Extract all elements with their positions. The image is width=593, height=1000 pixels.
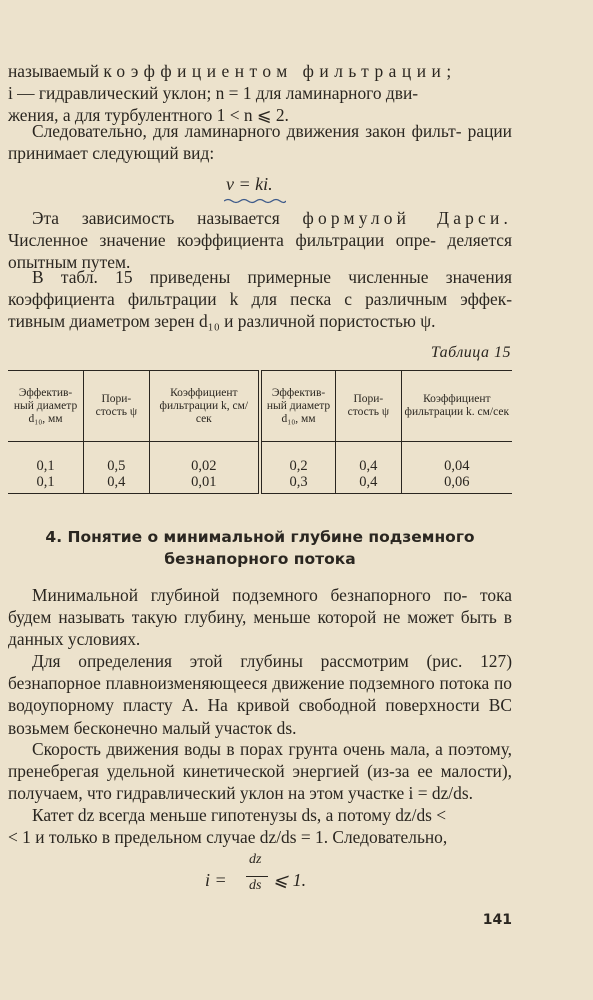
paragraph-4: В табл. 15 приведены примерные численные значения коэффициента фильтрации k для песка с различным эффек- тивным диаметром зерен d₁₀ и различной пористостью ψ. [8,267,512,332]
fraction-denominator: ds [249,878,262,893]
header-porosity-2: Пори- стость ψ [336,371,402,442]
header-diameter-2: Эффектив- ный диаметр d₁₀, мм [260,371,336,442]
paragraph-2: Следовательно, для ламинарного движения закон фильт- рации принимает следующий вид: [8,121,512,164]
header-diameter-1: Эффектив- ный диаметр d₁₀, мм [8,371,84,442]
heading-line: безнапорного потока [164,550,356,568]
table-row [8,474,512,494]
header-coefficient-1: Коэффициент фильтрации k, см/сек [149,371,260,442]
page-number: 141 [482,912,512,928]
fraction-numerator: dz [249,852,262,867]
header-coefficient-2: Коэффициент фильтрации k. см/сек [401,371,512,442]
table-cell: 0,5 [84,442,150,475]
paragraph-7: Скорость движения воды в порах грунта очень мала, а поэтому, пренебрегая удельной кинетической энергией (из-за ее малости), получаем, что гидравлический уклон на этом участке i = dz/ds. [8,739,512,804]
paragraph-3 [8,207,512,274]
text-line: Численное значение коэффициента фильтрации опре- деляется опытным путем. [8,230,512,273]
text-line: < 1 и только в предельном случае dz/ds = 1. Следовательно, [8,827,448,848]
table-cell: 0,01 [149,474,260,494]
paragraph-6: Для определения этой глубины рассмотрим (рис. 127) безнапорное плавноизменяющееся движение подземного потока по водоупорному пласту A. На кривой свободной поверхности BC возьмем бесконечно малый участок ds. [8,651,512,738]
heading-line: 4. Понятие о минимальной глубине подземного [45,528,475,546]
table-cell: 0,1 [8,442,84,475]
paragraph-5: Минимальной глубиной подземного безнапорного по- тока будем называть такую глубину, меньше которой не может быть в данных условиях. [8,585,512,650]
fraction-bar [246,876,268,877]
text-line: i — гидравлический уклон; n = 1 для ламинарного дви- [8,83,419,104]
text-line: Катет dz всегда меньше гипотенузы ds, а потому dz/ds < [32,805,447,825]
table-cell: 0,4 [84,474,150,494]
table-cell: 0,04 [444,458,470,474]
table-cell: 0,2 [260,442,336,475]
section-heading [8,526,512,570]
term-filtration-coefficient: коэффициентом фильтрации; [103,61,457,81]
filtration-table [8,370,512,494]
text-line: жения, а для турбулентного 1 < n ⩽ 2. [8,105,289,126]
paragraph-8 [8,804,512,848]
header-porosity-1: Пори- стость ψ [84,371,150,442]
term-darcy-formula: формулой Дарси. [302,208,512,228]
text-line: Эта зависимость называется [32,208,303,228]
formula-lhs: i = [205,870,227,890]
table-cell: 0,06 [401,474,512,494]
table-row [8,442,512,475]
table-header-row [8,371,512,442]
paragraph-1 [8,60,512,127]
table-cell: 0,4 [336,474,402,494]
table-cell: 0,4 [336,442,402,475]
text-line: называемый [8,61,104,81]
table-caption: Таблица 15 [430,344,511,361]
table-cell: 0,02 [149,442,260,475]
table-cell: 0,3 [260,474,336,494]
blue-underline-mark [224,198,286,204]
table-cell: 0,1 [8,474,84,494]
formula-rhs: ⩽ 1. [273,870,307,890]
formula-darcy: v = ki. [226,174,273,194]
